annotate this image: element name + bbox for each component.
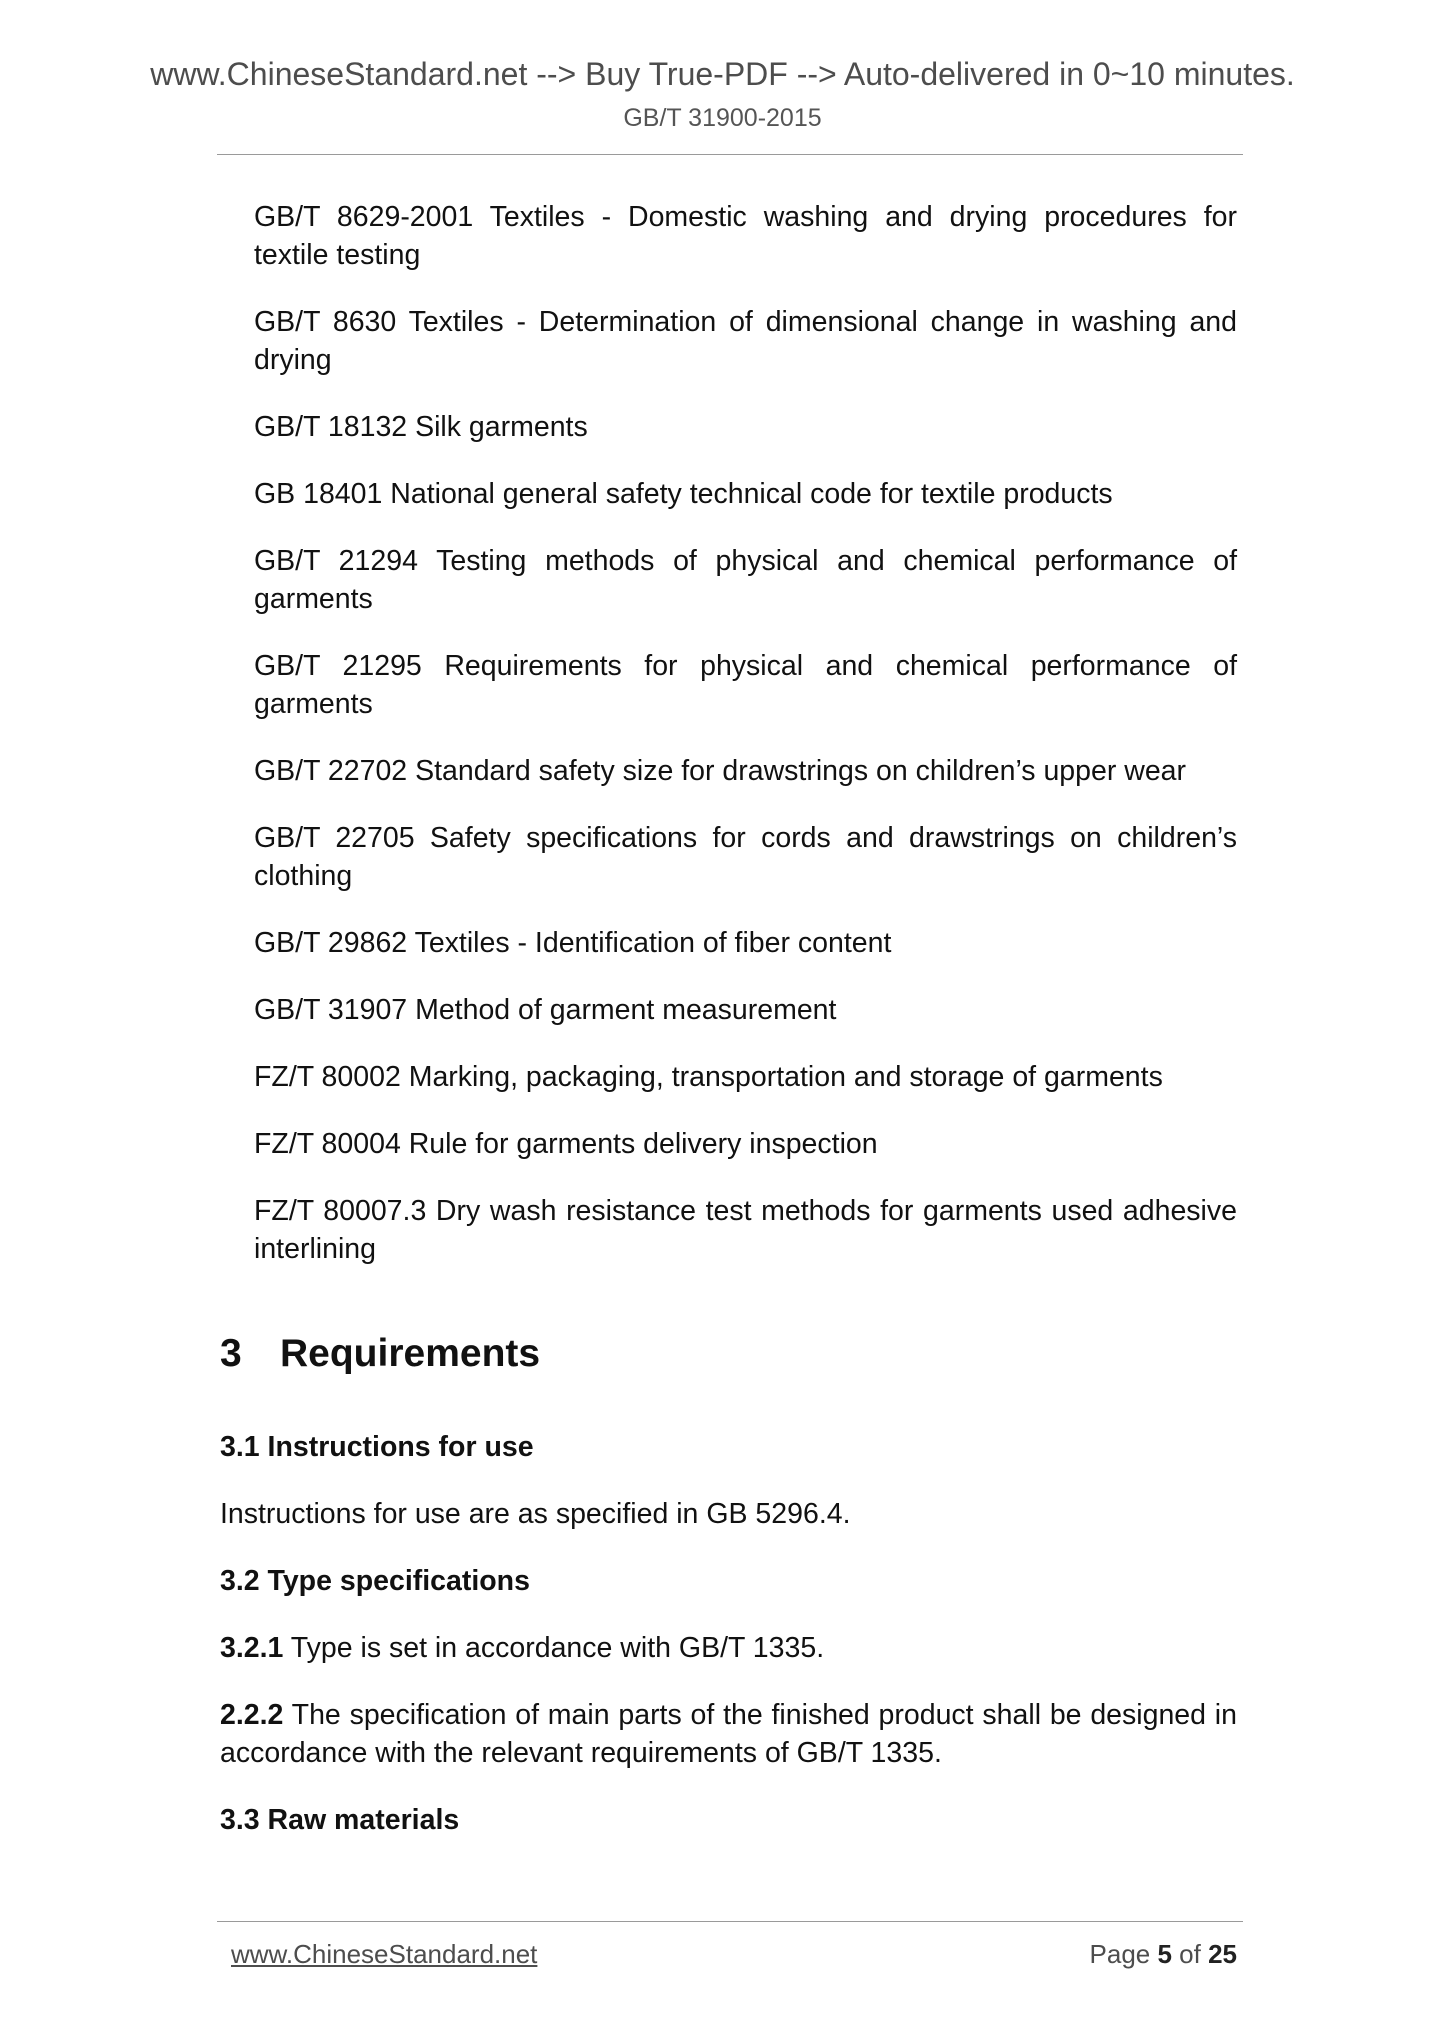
clause-text: Type is set in accordance with GB/T 1335. — [283, 1632, 825, 1664]
footer-divider — [217, 1921, 1243, 1922]
subsection-3-1-heading: 3.1 Instructions for use — [220, 1431, 534, 1463]
page-total: 25 — [1208, 1939, 1237, 1969]
reference-item: FZ/T 80004 Rule for garments delivery inspection — [254, 1128, 878, 1160]
subsection-3-2-heading: 3.2 Type specifications — [220, 1565, 530, 1597]
page-current: 5 — [1157, 1939, 1172, 1969]
subsection-3-1-text: Instructions for use are as specified in GB 5296.4. — [220, 1498, 851, 1530]
header-link[interactable]: www.ChineseStandard.net --> Buy True-PDF --> Auto-delivered in 0~10 minutes. — [150, 56, 1295, 92]
clause-3-2-1 — [220, 1629, 1237, 1667]
reference-item: GB 18401 National general safety technical code for textile products — [254, 478, 1113, 510]
reference-item: FZ/T 80002 Marking, packaging, transportation and storage of garments — [254, 1061, 1163, 1093]
normative-references-list — [254, 198, 1237, 1297]
reference-item: GB/T 18132 Silk garments — [254, 411, 588, 443]
reference-item: GB/T 8630 Textiles - Determination of dimensional change in washing and drying — [254, 306, 1237, 376]
reference-item: FZ/T 80007.3 Dry wash resistance test methods for garments used adhesive interlining — [254, 1195, 1237, 1265]
section-title: Requirements — [280, 1332, 541, 1375]
subsection-3-3-heading: 3.3 Raw materials — [220, 1804, 460, 1836]
reference-item: GB/T 21295 Requirements for physical and chemical performance of garments — [254, 650, 1237, 720]
clause-2-2-2 — [220, 1696, 1237, 1772]
reference-item: GB/T 22705 Safety specifications for cords and drawstrings on children’s clothing — [254, 822, 1237, 892]
reference-item: GB/T 29862 Textiles - Identification of fiber content — [254, 927, 892, 959]
page-of: of — [1171, 1939, 1209, 1969]
reference-item: GB/T 31907 Method of garment measurement — [254, 994, 837, 1026]
section-heading — [220, 1332, 540, 1376]
reference-item: GB/T 22702 Standard safety size for drawstrings on children’s upper wear — [254, 755, 1187, 787]
footer-site-link[interactable]: www.ChineseStandard.net — [231, 1939, 538, 1969]
clause-text: The specification of main parts of the finished product shall be designed in accordance with the relevant requirements of GB/T 1335. — [220, 1699, 1237, 1769]
reference-item: GB/T 21294 Testing methods of physical and chemical performance of garments — [254, 545, 1237, 615]
header-standard-number: GB/T 31900-2015 — [623, 104, 822, 132]
page-prefix: Page — [1089, 1939, 1158, 1969]
clause-number: 2.2.2 — [220, 1699, 284, 1731]
header-divider — [217, 154, 1243, 155]
clause-number: 3.2.1 — [220, 1632, 284, 1664]
reference-item: GB/T 8629-2001 Textiles - Domestic washing and drying procedures for textile testing — [254, 201, 1237, 271]
page-indicator — [1090, 1939, 1237, 1970]
section-number: 3 — [220, 1332, 242, 1375]
